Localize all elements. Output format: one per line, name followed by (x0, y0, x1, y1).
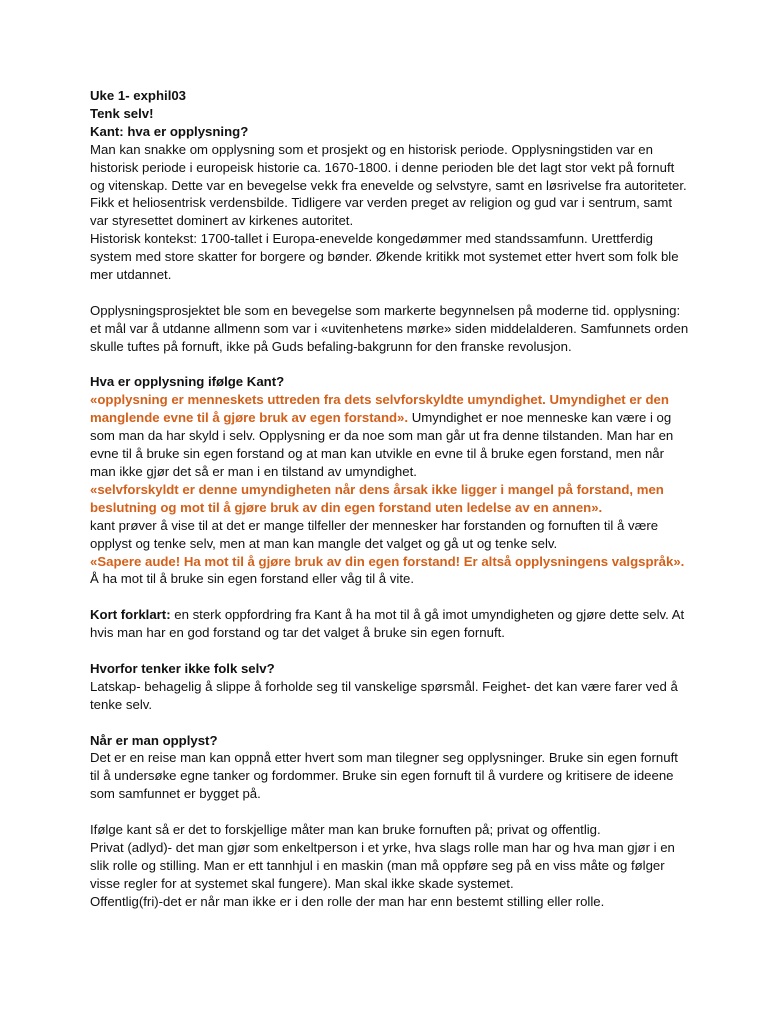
why-paragraph: Latskap- behagelig å slippe å forholde seg til vanskelige spørsmål. Feighet- det kan være farer ved å tenke selv. (90, 678, 678, 712)
kant-text-3: Å ha mot til å bruke sin egen forstand eller våg til å vite. (90, 571, 414, 587)
summary-paragraph (90, 606, 690, 642)
kant-quote-1: «opplysning er menneskets uttreden fra dets selvforskyldte umyndighet. Umyndighet er den manglende evne til å gjøre bruk av egen forstand». (90, 392, 669, 426)
document-subtitle: Tenk selv! (90, 105, 154, 121)
private-reason-paragraph: Privat (adlyd)- det man gjør som enkeltperson i et yrke, hva slags rolle man har og hva man gjør i en slik rolle og stilling. Man er ett tannhjul i en maskin (man må oppføre seg på en viss måte og følger visse regler for at systemet skal fungere). Man skal ikke skade systemet. (90, 839, 675, 891)
section-heading-why: Hvorfor tenker ikke folk selv? (90, 660, 275, 676)
section-heading-kant-definition: Hva er opplysning ifølge Kant? (90, 374, 285, 390)
summary-label: Kort forklart: (90, 607, 171, 623)
spacer (90, 356, 690, 374)
when-paragraph: Det er en reise man kan oppnå etter hvert som man tilegner seg opplysninger. Bruke sin egen fornuft til å undersøke egne tanker og fordommer. Bruke sin egen fornuft til å vurdere og kritisere de ideene som samfunnet er bygget på. (90, 750, 678, 802)
spacer (90, 714, 690, 732)
enlightenment-project-paragraph: Opplysningsprosjektet ble som en bevegelse som markerte begynnelsen på moderne tid. opplysning: et mål var å utdanne allmenn som var i «uvitenhetens mørke» siden middelalderen. Samfunnets orden skulle tuftes på fornuft, ikke på Guds befaling-bakgrunn for den franske revolusjon. (90, 302, 689, 354)
public-reason-paragraph: Offentlig(fri)-det er når man ikke er i den rolle der man har enn bestemt stilling eller rolle. (90, 893, 605, 909)
historical-context-paragraph: Historisk kontekst: 1700-tallet i Europa-enevelde kongedømmer med standssamfunn. Urettferdig system med store skatter for borgere og bønder. Økende kritikk mot systemet etter hvert som folk ble mer utdannet. (90, 231, 679, 283)
kant-definition-paragraph (90, 391, 690, 481)
kant-quote-3: «Sapere aude! Ha mot til å gjøre bruk av din egen forstand! Er altså opplysningens valgspråk». (90, 553, 685, 569)
kant-text-2: kant prøver å vise til at det er mange tilfeller der mennesker har forstanden og fornuften til å være opplyst og tenke selv, men at man kan mangle det valget og gå ut og tenke selv. (90, 517, 659, 551)
kant-motto-paragraph (90, 553, 690, 589)
kant-quote-2: «selvforskyldt er denne umyndigheten når dens årsak ikke ligger i mangel på forstand, men beslutning og mot til å gjøre bruk av din egen forstand uten ledelse av en annen». (90, 481, 664, 515)
document-title: Uke 1- exphil03 (90, 88, 187, 103)
spacer (90, 803, 690, 821)
spacer (90, 284, 690, 302)
spacer (90, 588, 690, 606)
section-heading-when: Når er man opplyst? (90, 732, 218, 748)
intro-paragraph: Man kan snakke om opplysning som et prosjekt og en historisk periode. Opplysningstiden var en historisk periode i europeisk historie ca. 1670-1800. i denne perioden ble det lagt stor vekt på fornuft og vitenskap. Dette var en bevegelse vekk fra enevelde og selvstyre, samt en løsrivelse fra autoriteter. Fikk et heliosentrisk verdensbilde. Tidligere var verden preget av religion og gud var i sentrum, samt var styresettet dominert av kirkenes autoritet. (90, 141, 687, 229)
spacer (90, 642, 690, 660)
document-page (90, 87, 690, 911)
reason-intro-paragraph: Ifølge kant så er det to forskjellige måter man kan bruke fornuften på; privat og offentlig. (90, 822, 601, 838)
summary-text: en sterk oppfordring fra Kant å ha mot til å gå imot umyndigheten og gjøre dette selv. At hvis man har en god forstand og tar det valget å bruke sin egen fornuft. (90, 607, 685, 641)
section-heading-kant: Kant: hva er opplysning? (90, 123, 249, 139)
kant-text-1: Umyndighet er noe menneske kan være i og som man da har skyld i selv. Opplysning er da noe som man går ut fra denne tilstanden. Man har en evne til å bruke sin egen forstand og at man kan utvikle en evne til å bruke egen forstand, men når man ikke gjør det så er man i en tilstand av umyndighet. (90, 410, 674, 479)
